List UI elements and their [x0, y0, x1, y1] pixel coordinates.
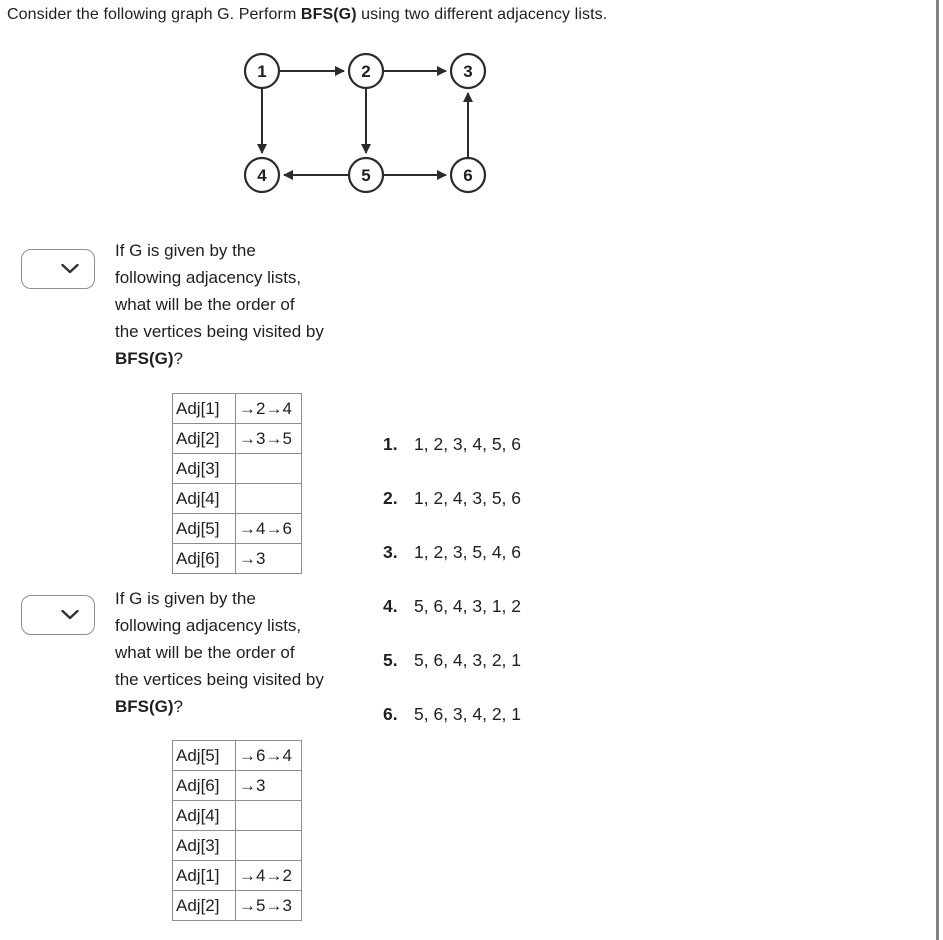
- adj-key-cell: Adj[3]: [173, 831, 236, 861]
- adj-key-cell: Adj[1]: [173, 394, 236, 424]
- adj-value-cell: →4→2: [236, 861, 302, 891]
- question-line: what will be the order of: [115, 643, 295, 662]
- node-label-4: 4: [257, 166, 267, 185]
- graph-node-3: [451, 54, 485, 88]
- adj-key-cell: Adj[6]: [173, 771, 236, 801]
- table-row: [173, 514, 302, 544]
- answer-select-2[interactable]: [21, 595, 95, 635]
- question-line: what will be the order of: [115, 295, 295, 314]
- table-row: [173, 861, 302, 891]
- question-line: [115, 345, 385, 372]
- scrollbar[interactable]: [936, 0, 939, 940]
- adj-key-cell: Adj[2]: [173, 891, 236, 921]
- table-row: [173, 771, 302, 801]
- table-row: [173, 454, 302, 484]
- question-line: [115, 693, 385, 720]
- option-number: 6.: [383, 704, 398, 724]
- adj-value-cell: →3→5: [236, 424, 302, 454]
- node-label-5: 5: [361, 166, 371, 185]
- table-row: [173, 831, 302, 861]
- adj-value-cell: →6→4: [236, 741, 302, 771]
- option-text: 5, 6, 4, 3, 1, 2: [414, 596, 522, 616]
- option-text: 1, 2, 4, 3, 5, 6: [414, 488, 522, 508]
- adj-key-cell: Adj[5]: [173, 741, 236, 771]
- node-label-1: 1: [257, 62, 267, 81]
- question-line: following adjacency lists,: [115, 268, 302, 287]
- adj-key-cell: Adj[4]: [173, 484, 236, 514]
- title-bold-term: BFS(G): [300, 6, 357, 23]
- question-line: the vertices being visited by: [115, 670, 324, 689]
- answer-option-2: [383, 488, 521, 508]
- table-row: [173, 394, 302, 424]
- adj-value-cell: [236, 801, 302, 831]
- table-row: [173, 741, 302, 771]
- table-row: [173, 484, 302, 514]
- adjacency-table-2: [172, 740, 302, 921]
- node-label-2: 2: [361, 62, 371, 81]
- option-text: 5, 6, 3, 4, 2, 1: [414, 704, 522, 724]
- adj-value-cell: →2→4: [236, 394, 302, 424]
- table-row: [173, 801, 302, 831]
- adj-value-cell: →3: [236, 544, 302, 574]
- question-2-text: [115, 585, 385, 720]
- bfs-term: BFS(G): [115, 697, 174, 716]
- option-text: 1, 2, 3, 4, 5, 6: [414, 434, 522, 454]
- question-mark: ?: [173, 349, 184, 368]
- adj-key-cell: Adj[3]: [173, 454, 236, 484]
- adj-key-cell: Adj[1]: [173, 861, 236, 891]
- answer-option-6: [383, 704, 521, 724]
- node-label-3: 3: [463, 62, 473, 81]
- chevron-down-icon: [61, 610, 79, 620]
- option-number: 3.: [383, 542, 398, 562]
- adj-key-cell: Adj[5]: [173, 514, 236, 544]
- option-number: 4.: [383, 596, 398, 616]
- node-label-6: 6: [463, 166, 473, 185]
- option-number: 2.: [383, 488, 398, 508]
- graph-node-5: [349, 158, 383, 192]
- adj-value-cell: →4→6: [236, 514, 302, 544]
- question-mark: ?: [173, 697, 184, 716]
- adj-key-cell: Adj[6]: [173, 544, 236, 574]
- adj-value-cell: [236, 831, 302, 861]
- option-number: 5.: [383, 650, 398, 670]
- adj-value-cell: [236, 454, 302, 484]
- adj-value-cell: →5→3: [236, 891, 302, 921]
- graph-node-4: [245, 158, 279, 192]
- option-text: 5, 6, 4, 3, 2, 1: [414, 650, 522, 670]
- adj-key-cell: Adj[4]: [173, 801, 236, 831]
- answer-option-5: [383, 650, 521, 670]
- graph-node-1: [245, 54, 279, 88]
- option-text: 1, 2, 3, 5, 4, 6: [414, 542, 522, 562]
- question-line: If G is given by the: [115, 241, 256, 260]
- page-title: [7, 6, 607, 24]
- answer-option-4: [383, 596, 521, 616]
- adj-value-cell: [236, 484, 302, 514]
- answer-select-1[interactable]: [21, 249, 95, 289]
- graph-diagram: [225, 34, 505, 214]
- question-line: If G is given by the: [115, 589, 256, 608]
- table-row: [173, 424, 302, 454]
- question-1-text: [115, 237, 385, 372]
- question-line: the vertices being visited by: [115, 322, 324, 341]
- adj-key-cell: Adj[2]: [173, 424, 236, 454]
- answer-option-3: [383, 542, 521, 562]
- title-prefix: Consider the following graph G. Perform: [7, 6, 301, 23]
- option-number: 1.: [383, 434, 398, 454]
- graph-node-6: [451, 158, 485, 192]
- title-suffix: using two different adjacency lists.: [356, 6, 608, 23]
- adj-value-cell: →3: [236, 771, 302, 801]
- chevron-down-icon: [61, 264, 79, 274]
- graph-node-2: [349, 54, 383, 88]
- question-line: following adjacency lists,: [115, 616, 302, 635]
- bfs-term: BFS(G): [115, 349, 174, 368]
- adjacency-table-1: [172, 393, 302, 574]
- table-row: [173, 891, 302, 921]
- answer-option-1: [383, 434, 521, 454]
- table-row: [173, 544, 302, 574]
